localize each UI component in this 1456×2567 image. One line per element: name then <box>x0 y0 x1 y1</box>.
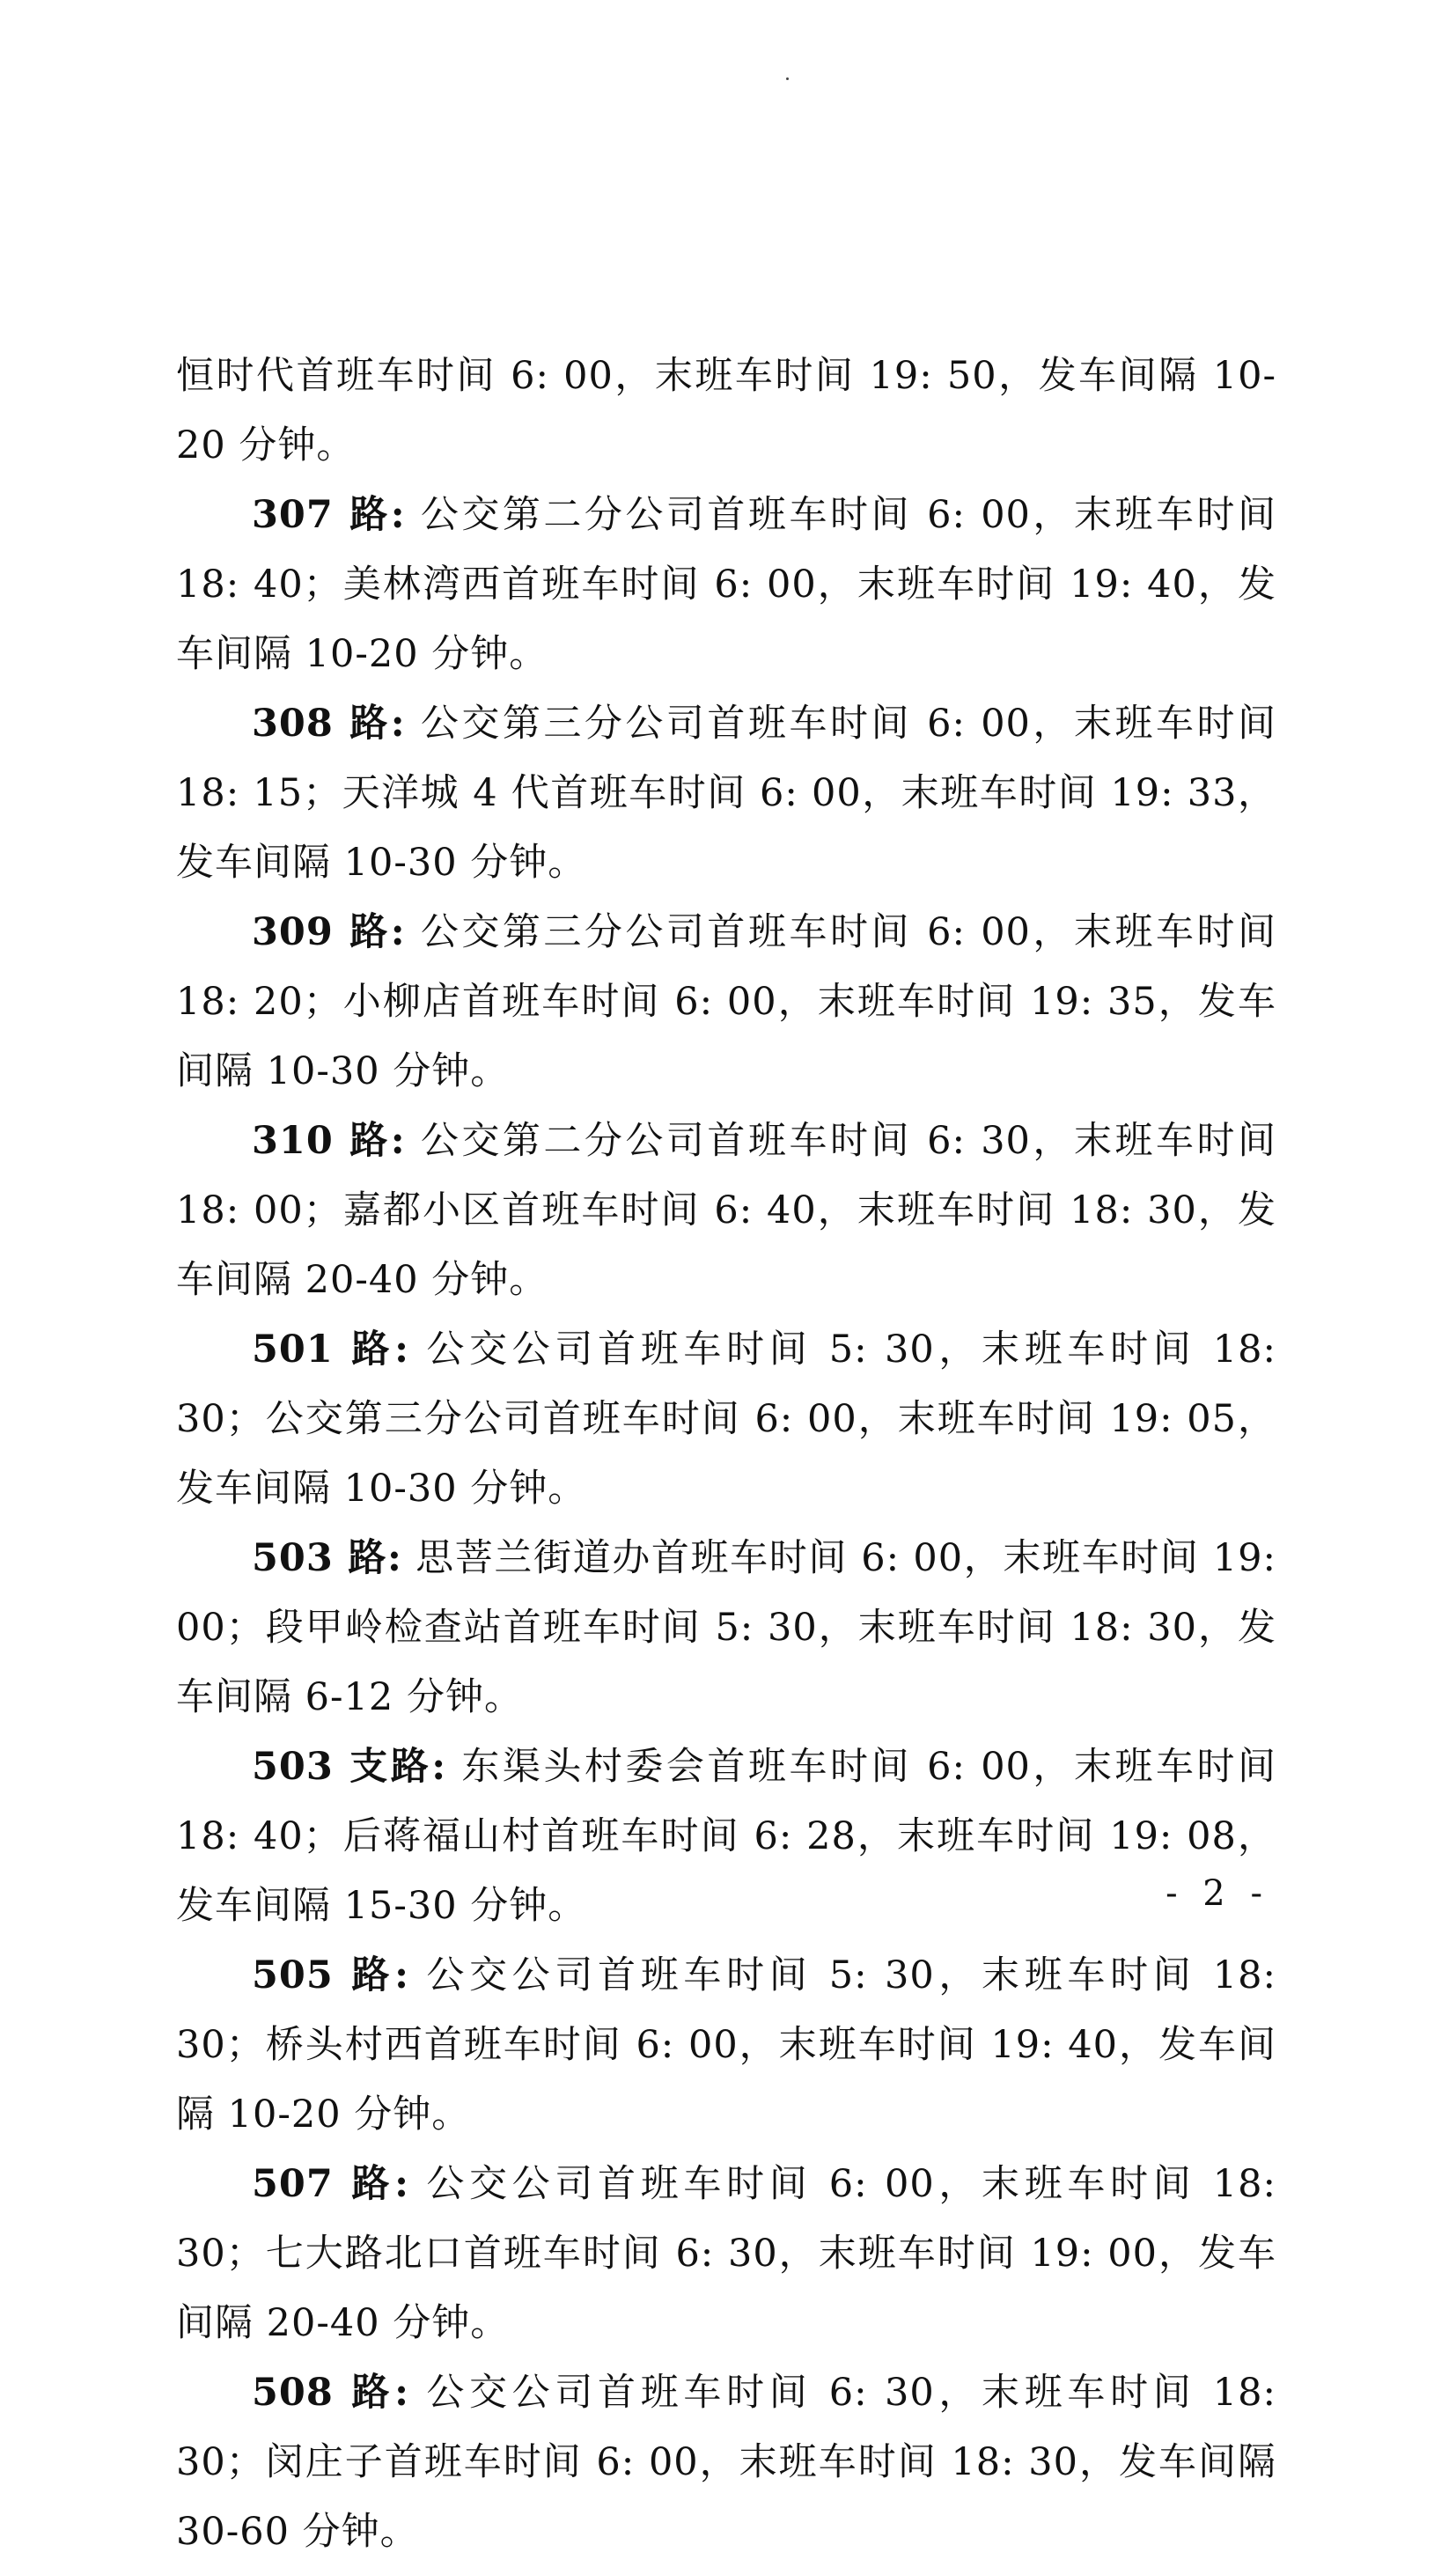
route-label: 307 路: <box>252 493 406 537</box>
document-body <box>176 342 1276 2567</box>
route-paragraph-501 <box>176 1315 1276 1524</box>
route-paragraph-503-branch <box>176 1732 1276 1941</box>
page-number: - 2 - <box>1166 1873 1269 1914</box>
lead-text: 恒时代首班车时间 6: 00，末班车时间 19: 50，发车间隔 10-20 分钟。 <box>176 354 1276 467</box>
route-label: 508 路: <box>252 2371 409 2415</box>
route-label: 503 支路: <box>252 1745 447 1789</box>
continued-paragraph <box>176 342 1276 481</box>
route-text: 东渠头村委会首班车时间 6: 00，末班车时间 18: 40；后蒋福山村首班车时间 6: 28，末班车时间 19: 08，发车间隔 15-30 分钟。 <box>176 1745 1276 1928</box>
route-label: 310 路: <box>252 1119 406 1163</box>
route-text: 公交第二分公司首班车时间 6: 30，末班车时间 18: 00；嘉都小区首班车时间 6: 40，末班车时间 18: 30，发车间隔 20-40 分钟。 <box>176 1119 1276 1302</box>
route-text: 公交公司首班车时间 6: 00，末班车时间 18: 30；七大路北口首班车时间 6: 30，末班车时间 19: 00，发车间隔 20-40 分钟。 <box>176 2162 1276 2345</box>
route-paragraph-307 <box>176 481 1276 689</box>
route-text: 公交公司首班车时间 6: 30，末班车时间 18: 30；闵庄子首班车时间 6: 00，末班车时间 18: 30，发车间隔 30-60 分钟。 <box>176 2371 1276 2554</box>
route-paragraph-505 <box>176 1941 1276 2150</box>
route-paragraph-508 <box>176 2358 1276 2567</box>
route-label: 308 路: <box>252 702 406 746</box>
route-paragraph-503 <box>176 1524 1276 1732</box>
route-paragraph-308 <box>176 689 1276 898</box>
scan-speck <box>786 77 789 80</box>
route-paragraph-309 <box>176 898 1276 1107</box>
route-text: 公交第三分公司首班车时间 6: 00，末班车时间 18: 20；小柳店首班车时间 6: 00，末班车时间 19: 35，发车间隔 10-30 分钟。 <box>176 910 1276 1093</box>
route-label: 503 路: <box>252 1536 402 1580</box>
route-text: 公交第二分公司首班车时间 6: 00，末班车时间 18: 40；美林湾西首班车时间 6: 00，末班车时间 19: 40，发车间隔 10-20 分钟。 <box>176 493 1276 676</box>
route-paragraph-507 <box>176 2150 1276 2358</box>
route-paragraph-310 <box>176 1107 1276 1315</box>
route-text: 公交公司首班车时间 5: 30，末班车时间 18: 30；桥头村西首班车时间 6: 00，末班车时间 19: 40，发车间隔 10-20 分钟。 <box>176 1953 1276 2137</box>
route-text: 公交第三分公司首班车时间 6: 00，末班车时间 18: 15；天洋城 4 代首班车时间 6: 00，末班车时间 19: 33，发车间隔 10-30 分钟。 <box>176 702 1276 885</box>
route-label: 309 路: <box>252 910 406 954</box>
route-label: 507 路: <box>252 2162 409 2206</box>
route-label: 505 路: <box>252 1953 409 1997</box>
route-text: 公交公司首班车时间 5: 30，末班车时间 18: 30；公交第三分公司首班车时间 6: 00，末班车时间 19: 05，发车间隔 10-30 分钟。 <box>176 1328 1276 1511</box>
route-label: 501 路: <box>252 1328 409 1372</box>
route-text: 思菩兰街道办首班车时间 6: 00，末班车时间 19: 00；段甲岭检查站首班车时间 5: 30，末班车时间 18: 30，发车间隔 6-12 分钟。 <box>176 1536 1276 1719</box>
